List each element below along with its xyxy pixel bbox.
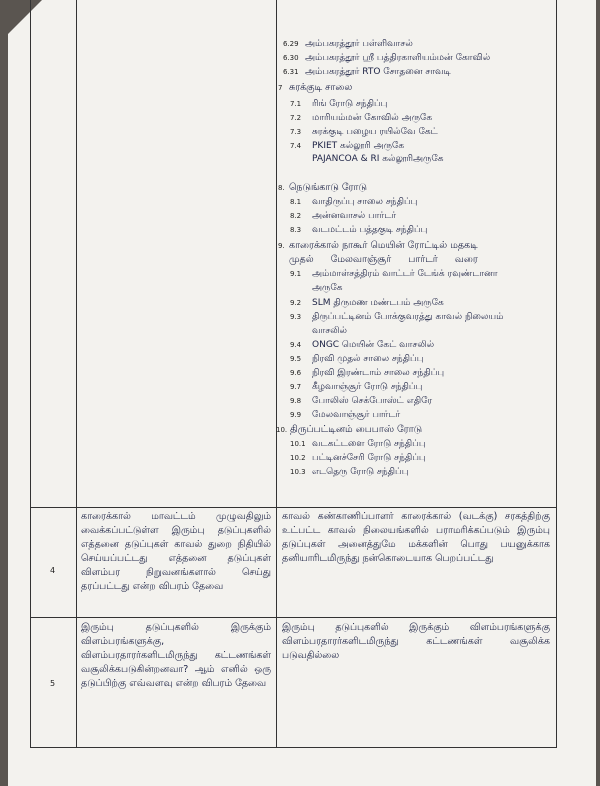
list-item: 9.3 திருப்பட்டினம் போக்குவரத்து காவல் நிலையம்	[290, 312, 504, 322]
list-item: 9.8 போலிஸ் செக்போஸ்ட் எதிரே	[290, 396, 433, 406]
list-item-continued: அருகே	[312, 283, 343, 293]
column-divider-1	[76, 0, 77, 748]
list-item: 9.9 மேலவாஞ்சூர் பார்டர்	[290, 410, 401, 420]
list-heading: 8. நெடுங்காடு ரோடு	[278, 182, 367, 193]
list-item: 8.3 வடமட்டம் பத்தகுடி சந்திப்பு	[290, 225, 428, 235]
list-item: 7.2 மாரியம்மன் கோவில் அருகே	[290, 113, 433, 123]
list-item: 9.1 அம்மாள்சத்திரம் வாட்டர் டேங்க் ரவுண்டானா	[290, 269, 498, 279]
answer-cell: காவல் கண்காணிப்பாளர் காரைக்கால் (வடக்கு) சரகத்திற்கு உட்பட்ட காவல் நிலையங்களில் பராமரிக்கப்படும் இரும்பு தடுப்புகள் அனைத்துமே மக்களின் பொது பயனுக்காக தனியாரிடமிருந்து நன்கொடையாக பெறப்பட்டது	[282, 511, 550, 564]
list-item: 10.3 எடதெரு ரோடு சந்திப்பு	[290, 467, 409, 477]
list-item: 9.7 கீழவாஞ்சூர் ரோடு சந்திப்பு	[290, 382, 423, 392]
list-item: 9.5 நிரவி முதல் சாலை சந்திப்பு	[290, 354, 424, 364]
list-item: 6.30 அம்பகரத்தூர் ஸ்ரீ பத்திரகாளியம்மன் கோவில்	[283, 53, 491, 63]
list-heading: 9. காரைக்கால் நாகூர் மெயின் ரோட்டில் மதகடி	[278, 240, 478, 251]
list-item: 6.29 அம்பகரத்தூர் பள்ளிவாசல்	[283, 39, 413, 49]
row-number: 4	[50, 566, 56, 575]
list-item: 10.2 பட்டினச்சேரி ரோடு சந்திப்பு	[290, 453, 426, 463]
list-heading: 7 சுரக்குடி சாலை	[278, 82, 353, 93]
table-border-left	[30, 0, 31, 748]
row-separator-4	[30, 507, 557, 508]
list-item: 7.3 சுரக்குடி பழைய ரயில்வே கேட்	[290, 127, 438, 137]
answer-cell: இரும்பு தடுப்புகளில் இருக்கும் விளம்பரங்களுக்கு விளம்பரதாரர்களிடமிருந்து கட்டணங்கள் வசூலிக்க படுவதில்லை	[282, 622, 550, 661]
list-item: 6.31 அம்பகரத்தூர் RTO சோதனை சாவடி	[283, 67, 451, 77]
list-item: 7.4 PKIET கல்லூரி அருகே	[290, 141, 405, 151]
list-item-continued: PAJANCOA & RI கல்லூரிஅருகே	[312, 154, 444, 164]
list-item: 8.2 அன்னவாசல் பார்டர்	[290, 211, 397, 221]
question-cell: காரைக்கால் மாவட்டம் முழுவதிலும் வைக்கப்பட்டுள்ள இரும்பு தடுப்புகளில் எத்தனை தடுப்புகள் காவல் துறை நிதியில் செய்யப்பட்டது எத்தனை தடுப்புகள் விளம்பர நிறுவனங்களால் செய்து தரப்பட்டது என்ற விபரம் தேவை	[81, 511, 271, 592]
list-item: 10.1 வடகட்டளை ரோடு சந்திப்பு	[290, 439, 426, 449]
document-page	[8, 0, 596, 786]
list-item: 9.2 SLM திருமண மண்டபம் அருகே	[290, 298, 444, 308]
table-border-bottom	[30, 747, 557, 748]
list-item: 7.1 ரிங் ரோடு சந்திப்பு	[290, 99, 388, 109]
question-cell: இரும்பு தடுப்புகளில் இருக்கும் விளம்பரங்களுக்கு, விளம்பரதாரர்களிடமிருந்து கட்டணங்கள் வசூலிக்கபடுகின்றனவா? ஆம் எனில் ஒரு தடுப்பிற்கு எவ்வளவு என்ற விபரம் தேவை	[81, 622, 271, 689]
list-item-continued: வாசலில்	[312, 326, 347, 336]
row-number: 5	[50, 679, 56, 688]
column-divider-2	[276, 0, 277, 748]
table-border-right	[556, 0, 557, 748]
list-heading-continued: முதல் மேலவாஞ்சூர் பார்டர் வரை	[289, 254, 478, 265]
folded-corner	[8, 0, 42, 34]
list-item: 9.4 ONGC மெயின் கேட் வாசலில்	[290, 340, 435, 350]
row-separator-5	[30, 617, 557, 618]
list-item: 8.1 வாதிருப்பு சாலை சந்திப்பு	[290, 197, 418, 207]
list-item: 9.6 நிரவி இரண்டாம் சாலை சந்திப்பு	[290, 368, 445, 378]
list-heading: 10. திருப்பட்டினம் பைபாஸ் ரோடு	[276, 424, 423, 435]
